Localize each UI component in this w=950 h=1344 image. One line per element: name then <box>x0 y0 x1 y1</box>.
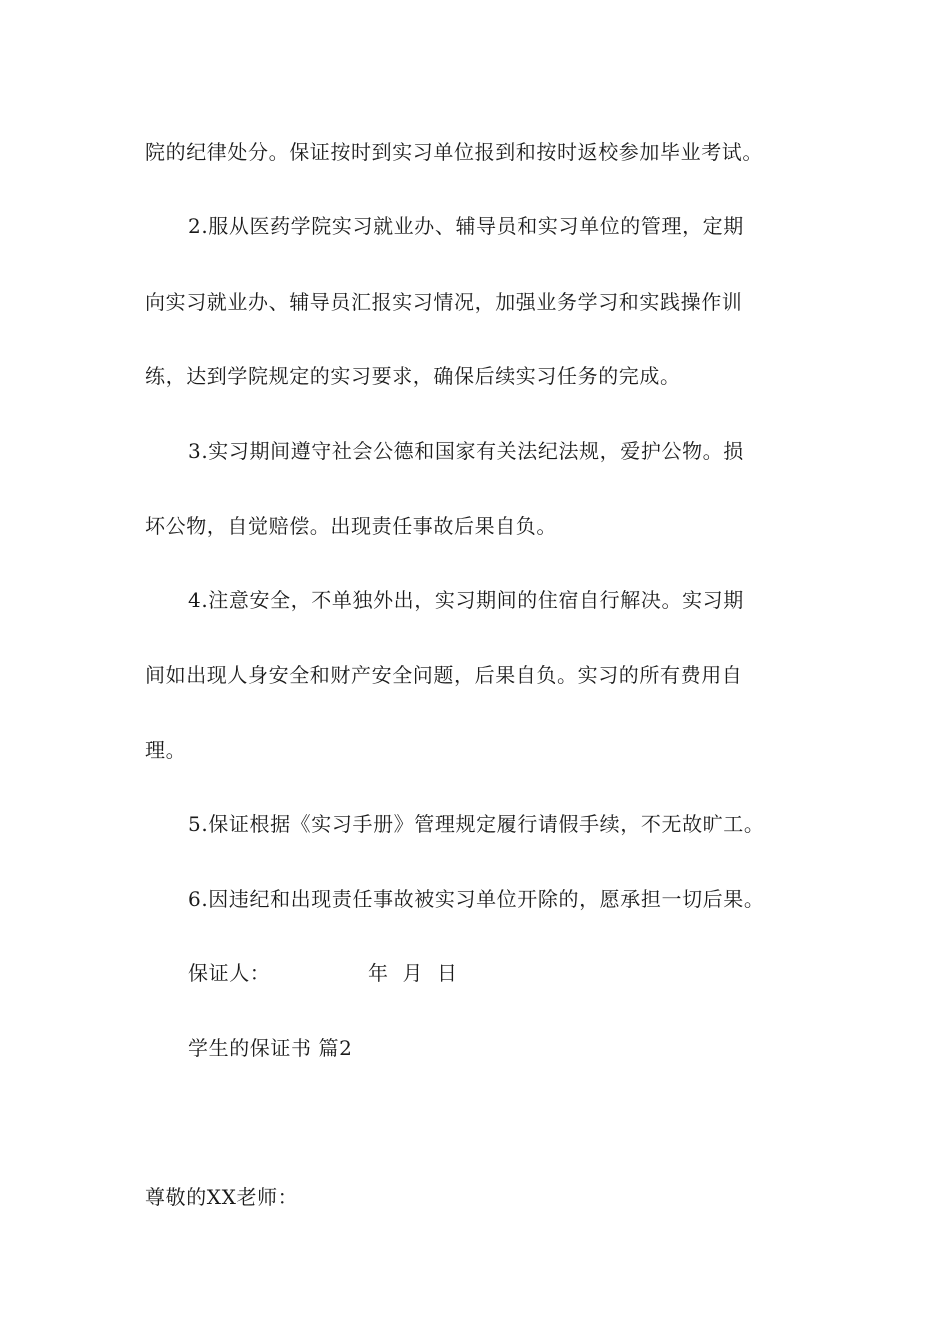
salutation: 尊敬的XX老师： <box>145 1185 299 1209</box>
paragraph-line: 6.因违纪和出现责任事故被实习单位开除的，愿承担一切后果。 <box>188 887 765 911</box>
paragraph-line: 坏公物，自觉赔偿。出现责任事故后果自负。 <box>145 514 557 538</box>
paragraph-line: 5.保证根据《实习手册》管理规定履行请假手续，不无故旷工。 <box>188 812 765 836</box>
paragraph-line: 4.注意安全，不单独外出，实习期间的住宿自行解决。实习期 <box>188 588 744 612</box>
paragraph-line: 间如出现人身安全和财产安全问题，后果自负。实习的所有费用自 <box>145 663 743 687</box>
paragraph-line: 向实习就业办、辅导员汇报实习情况，加强业务学习和实践操作训 <box>145 290 743 314</box>
paragraph-line: 练，达到学院规定的实习要求，确保后续实习任务的完成。 <box>145 364 681 388</box>
paragraph-line: 理。 <box>145 738 187 762</box>
date-label: 年 月 日 <box>368 961 458 985</box>
paragraph-line: 2.服从医药学院实习就业办、辅导员和实习单位的管理，定期 <box>188 214 744 238</box>
paragraph-line: 院的纪律处分。保证按时到实习单位报到和按时返校参加毕业考试。 <box>145 140 763 164</box>
paragraph-line: 3.实习期间遵守社会公德和国家有关法纪法规，爱护公物。损 <box>188 439 744 463</box>
guarantor-label: 保证人： <box>188 961 271 985</box>
section-title: 学生的保证书 篇2 <box>188 1036 353 1060</box>
